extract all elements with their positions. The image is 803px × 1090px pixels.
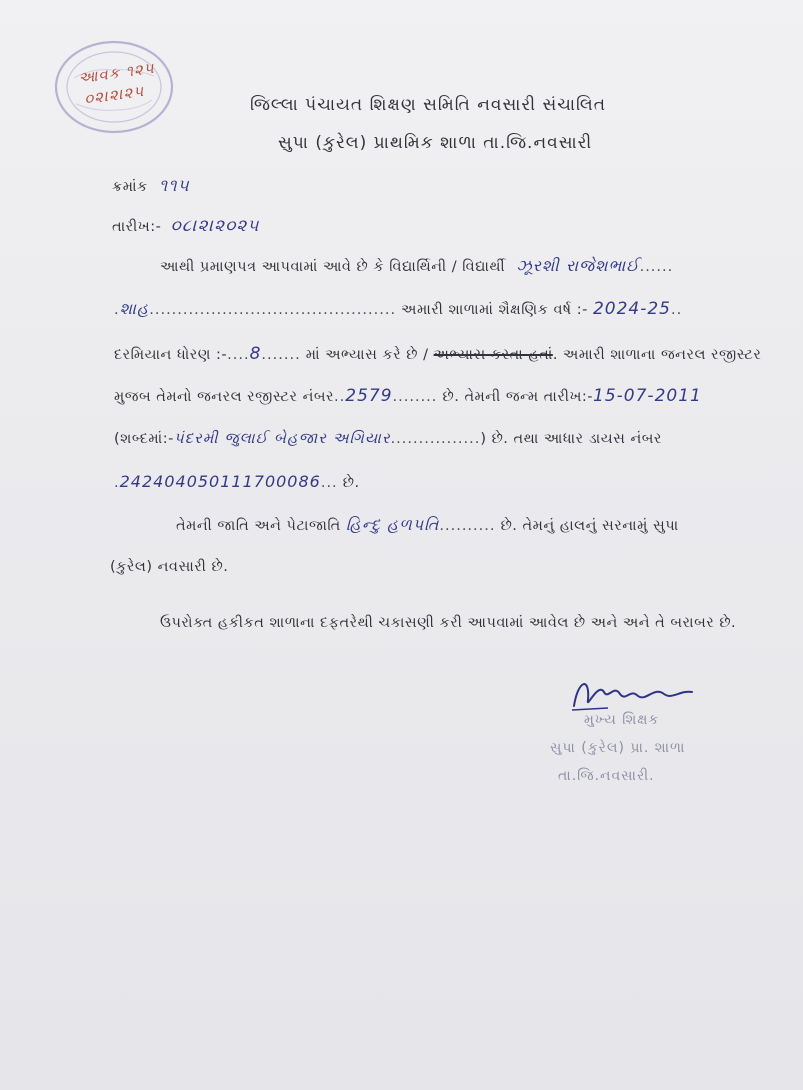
birth-date-words: પંદરમી જુલાઈ બેહજાર અગિયાર xyxy=(173,429,391,447)
academic-year: 2024-25 xyxy=(592,299,671,319)
number-row xyxy=(112,176,190,196)
stamp-inward-number: આવક ૧૨૫ xyxy=(77,58,156,88)
date-row xyxy=(112,216,259,236)
cert-line-1: આથી પ્રમાણપત્ર આપવામાં આવે છે કે વિદ્યાર્થિની / વિદ્યાર્થી ઝૂરશી રાજેશભાઈ...... xyxy=(160,256,674,275)
line3-mid: માં અભ્યાસ કરે છે / xyxy=(305,347,429,363)
standard: 8 xyxy=(249,344,262,364)
cert-line-7: તેમની જાતિ અને પેટાજાતિ હિન્દુ હળપતિ.......... છે. તેમનું હાલનું સરનામું સુપા xyxy=(176,515,679,534)
aadhaar-dise-number: 242404050111700086 xyxy=(119,472,321,491)
cert-line-2: .શાહ............................................ અમારી શાળામાં શૈક્ષણિક વર્ષ :- 2024-25.. xyxy=(114,299,683,319)
signature-designation: મુખ્ય શિક્ષક xyxy=(584,712,660,728)
caste: હિન્દુ હળપતિ xyxy=(345,515,440,534)
line7-prefix: તેમની જાતિ અને પેટાજાતિ xyxy=(176,518,341,534)
header-subtitle: સુપા (કુરેલ) પ્રાથમિક શાળા તા.જિ.નવસારી xyxy=(278,133,593,153)
number-value: ૧૧૫ xyxy=(158,176,190,196)
number-label: ક્રમાંક xyxy=(112,179,148,195)
line3-suffix: . અમારી શાળાના જનરલ રજીસ્ટર xyxy=(552,347,762,363)
line1-prefix: આથી પ્રમાણપત્ર આપવામાં આવે છે કે વિદ્યાર્થિની / વિદ્યાર્થી xyxy=(160,259,506,275)
surname: શાહ xyxy=(119,299,150,318)
date-value: ૦૮।૨।૨૦૨૫ xyxy=(170,216,260,236)
student-name: ઝૂરશી રાજેશભાઈ xyxy=(516,256,640,275)
date-label: તારીખ:- xyxy=(112,219,162,235)
line4-mid: છે. તેમની જન્મ તારીખ:- xyxy=(442,389,594,405)
line3-prefix: દરમિયાન ધોરણ :- xyxy=(114,347,228,363)
line5-prefix: (શબ્દમાં:- xyxy=(114,431,174,447)
received-stamp xyxy=(52,38,176,136)
signature-place: તા.જિ.નવસારી. xyxy=(558,768,655,784)
cert-line-4: મુજબ તેમનો જનરલ રજીસ્ટર નંબર..2579........ છે. તેમની જન્મ તારીખ:-15-07-2011 xyxy=(114,386,702,406)
line6-suffix: છે. xyxy=(342,475,360,491)
line5-suffix: ) છે. તથા આધાર ડાયસ નંબર xyxy=(480,431,662,447)
stamp-date: ૦૨।૨।૨૫ xyxy=(83,81,146,109)
cert-line-5: (શબ્દમાં:-પંદરમી જુલાઈ બેહજાર અગિયાર................) છે. તથા આધાર ડાયસ નંબર xyxy=(114,429,662,447)
gr-number: 2579 xyxy=(345,386,393,406)
cert-line-3: દરમિયાન ધોરણ :-....8....... માં અભ્યાસ કરે છે / અભ્યાસ કરતા હતાં. અમારી શાળાના જનરલ રજીસ્ટર xyxy=(114,344,762,364)
signature-school: સુપા (કુરેલ) પ્રા. શાળા xyxy=(550,740,686,756)
line2-mid: અમારી શાળામાં શૈક્ષણિક વર્ષ :- xyxy=(401,302,588,318)
line4-prefix: મુજબ તેમનો જનરલ રજીસ્ટર નંબર xyxy=(114,389,335,405)
birth-date: 15-07-2011 xyxy=(593,386,702,406)
closing-statement: ઉપરોક્ત હકીકત શાળાના દફતરેથી ચકાસણી કરી આપવામાં આવેલ છે અને અને તે બરાબર છે. xyxy=(160,615,737,631)
line7-suffix: છે. તેમનું હાલનું સરનામું સુપા xyxy=(500,518,679,534)
header-title: જિલ્લા પંચાયત શિક્ષણ સમિતિ નવસારી સંચાલિત xyxy=(250,95,606,115)
cert-line-6: .242404050111700086... છે. xyxy=(114,472,360,491)
line3-struck-text: અભ્યાસ કરતા હતાં xyxy=(433,347,553,363)
cert-line-8: (કુરેલ) નવસારી છે. xyxy=(110,559,229,575)
signature-block xyxy=(540,670,730,800)
